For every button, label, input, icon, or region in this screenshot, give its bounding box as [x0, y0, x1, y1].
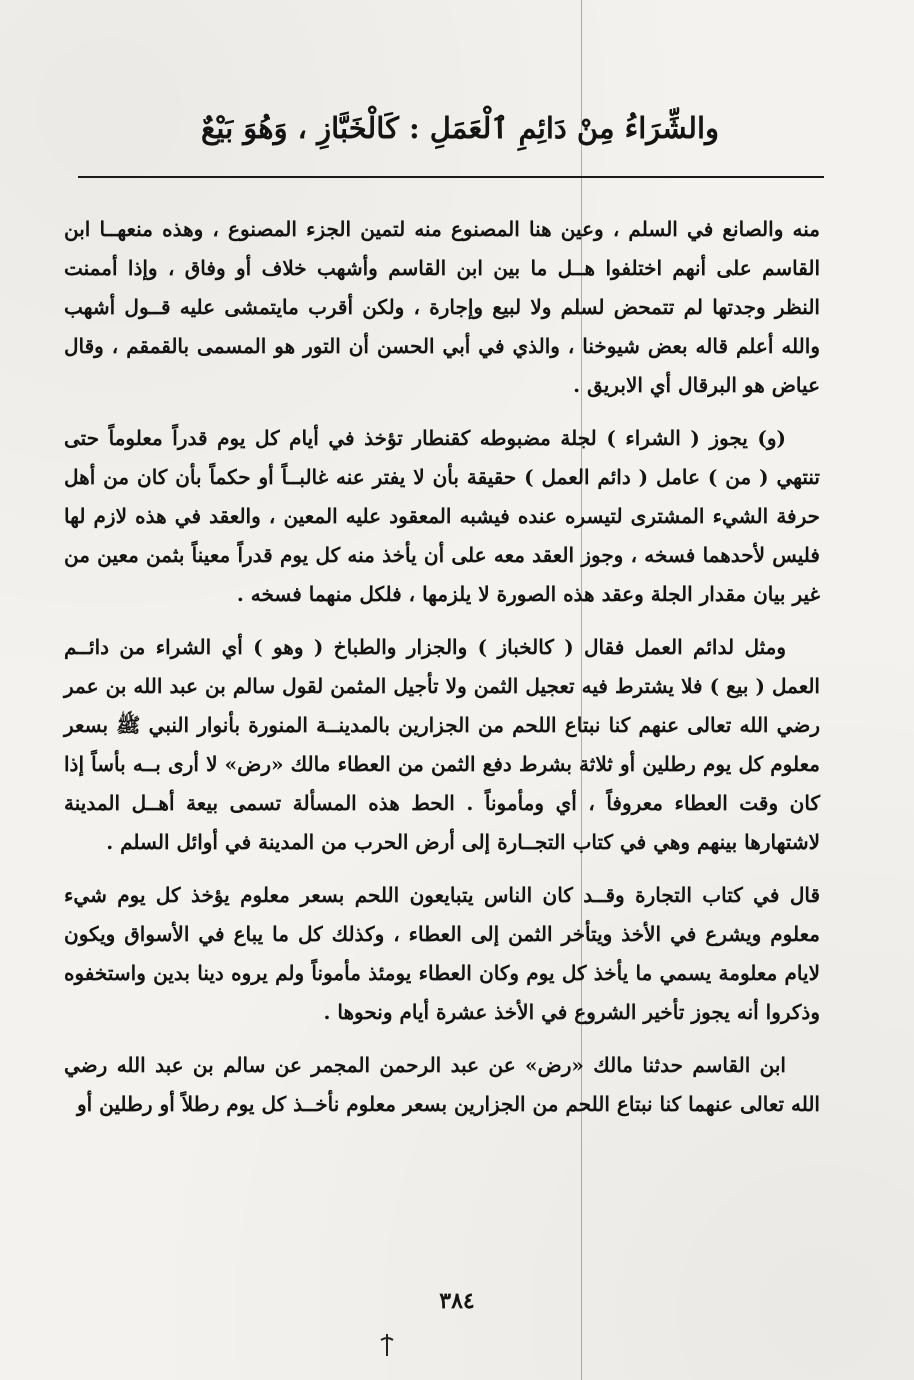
- paragraph: منه والصانع في السلم ، وعين هنا المصنوع منه لتمين الجزء المصنوع ، وهذه منعهــا ابن القاسم على أنهم اختلفوا هــل ما بين ابن القاسم وأشهب خلاف أو وفاق ، وإذا أممنت النظر وجدتها لم تتمحض لسلم ولا لبيع وإجارة ، ولكن أقرب مايتمشى عليه قــول أشهب والله أعلم قاله بعض شيوخنا ، والذي في أبي الحسن أن التور هو المسمى بالقمقم ، وقال عياض هو البرقال أي الابريق .: [64, 217, 820, 397]
- body-text: [64, 210, 820, 1124]
- paragraph: (و) يجوز ( الشراء ) لجلة مضبوطه كقنطار تؤخذ في أيام كل يوم قدراً معلوماً حتى تنتهي ( من ) عامل ( دائم العمل ) حقيقة بأن لا يفتر عنه غالبــاً أو حكماً بأن كان من أهل حرفة الشيء المشترى لتيسره عنده فيشبه المعقود عليه المعين ، والعقد في هذه لازم لها فليس لأحدهما فسخه ، وجوز العقد معه على أن يأخذ منه كل يوم قدراً معيناً بثمن معين من غير بيان مقدار الجلة وعقد هذه الصورة لا يلزمها ، فلكل منهما فسخه .: [64, 426, 820, 606]
- running-head: والشِّرَاءُ مِنْ دَائِمِ ٱلْعَمَلِ : كَالْخَبَّازِ ، وَهُوَ بَيْعٌ: [200, 111, 720, 145]
- page-number: ٣٨٤: [439, 1288, 475, 1314]
- paragraph: ومثل لدائم العمل فقال ( كالخباز ) والجزار والطباخ ( وهو ) أي الشراء من دائــم العمل ( بيع ) فلا يشترط فيه تعجيل الثمن ولا تأجيل المثمن لقول سالم بن عبد الله بن عمر رضي الله تعالى عنهم كنا نبتاع اللحم من الجزارين بالمدينــة المنورة بأنوار النبي ﷺ بسعر معلوم كل يوم رطلين أو ثلاثة بشرط دفع الثمن من العطاء مالك «رض» لا أرى بــه بأساً إذا كان وقت العطاء معروفاً ، أي ومأموناً . الحط هذه المسألة تسمى بيعة أهــل المدينة لاشتهارها بينهم وهي في كتاب التجــارة إلى أرض الحرب من المدينة في أوائل السلم .: [64, 635, 820, 854]
- ink-mark-icon: [372, 1330, 402, 1360]
- paragraph: ابن القاسم حدثنا مالك «رض» عن عبد الرحمن المجمر عن سالم بن عبد الله رضي الله تعالى عنهما كنا نبتاع اللحم من الجزارين بسعر معلوم نأخــذ كل يوم رطلاً أو رطلين أو: [64, 1053, 820, 1116]
- paragraph: قال في كتاب التجارة وقــد كان الناس يتبايعون اللحم بسعر معلوم يؤخذ كل يوم شيء معلوم ويشرع في الأخذ ويتأخر الثمن إلى العطاء ، وكذلك كل ما يباع في الأسواق ويكون لايام معلومة يسمي ما يأخذ كل يوم وكان العطاء يومئذ مأموناً ولم يروه دينا بدين واستخفوه وذكروا أنه يجوز تأخير الشروع في الأخذ عشرة أيام ونحوها .: [64, 883, 820, 1024]
- header-rule: [78, 176, 824, 178]
